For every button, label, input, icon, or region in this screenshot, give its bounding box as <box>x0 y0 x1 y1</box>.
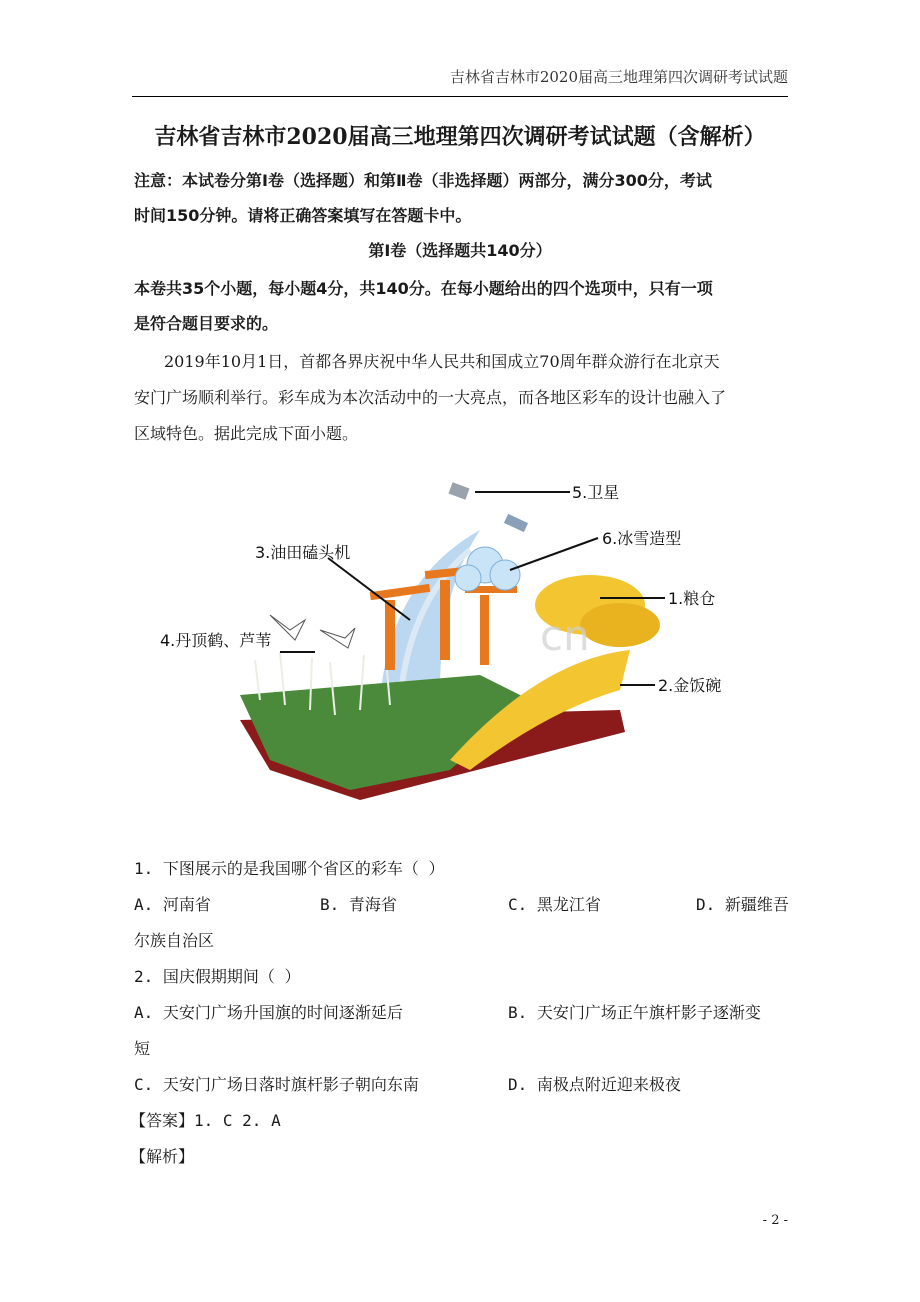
document-title: 吉林省吉林市2020届高三地理第四次调研考试试题（含解析） <box>154 124 766 150</box>
passage-line-2: 安门广场顺利举行。彩车成为本次活动中的一大亮点，而各地区彩车的设计也融入了 <box>134 388 727 407</box>
analysis-heading: 【解析】 <box>130 1147 195 1166</box>
notice-line-2: 时间150分钟。请将正确答案填写在答题卡中。 <box>134 206 472 225</box>
label-granary: 1.粮仓 <box>668 589 716 608</box>
q2-option-b-wrap: 短 <box>134 1039 151 1058</box>
q1-option-a: A. 河南省 <box>134 895 211 914</box>
label-satellite: 5.卫星 <box>572 483 620 502</box>
passage-line-3: 区域特色。据此完成下面小题。 <box>134 424 359 443</box>
q1-option-c: C. 黑龙江省 <box>508 895 601 914</box>
section-heading: 第Ⅰ卷（选择题共140分） <box>368 241 552 260</box>
q2-option-c: C. 天安门广场日落时旗杆影子朝向东南 <box>134 1075 419 1094</box>
running-header: 吉林省吉林市2020届高三地理第四次调研考试试题 <box>449 68 788 86</box>
notice-line-1: 注意：本试卷分第Ⅰ卷（选择题）和第Ⅱ卷（非选择题）两部分，满分300分，考试 <box>134 171 712 190</box>
parade-float-figure <box>150 470 750 810</box>
page-number: - 2 - <box>762 1213 788 1228</box>
section-instructions-1: 本卷共35个小题，每小题4分，共140分。在每小题给出的四个选项中，只有一项 <box>134 279 713 298</box>
crane-birds <box>270 615 355 648</box>
q2-option-b: B. 天安门广场正午旗杆影子逐渐变 <box>508 1003 761 1022</box>
q1-option-b: B. 青海省 <box>320 895 397 914</box>
label-crane-reed: 4.丹顶鹤、芦苇 <box>160 631 272 650</box>
label-golden-bowl: 2.金饭碗 <box>658 676 722 695</box>
satellite-icon <box>448 482 528 532</box>
passage-line-1: 2019年10月1日，首都各界庆祝中华人民共和国成立70周年群众游行在北京天 <box>164 352 720 371</box>
q1-option-d-wrap: 尔族自治区 <box>134 931 215 950</box>
q2-option-a: A. 天安门广场升国旗的时间逐渐延后 <box>134 1003 403 1022</box>
q1-option-d: D. 新疆维吾 <box>696 895 789 914</box>
question-1-stem: 1. 下图展示的是我国哪个省区的彩车（ ） <box>134 859 445 878</box>
section-instructions-2: 是符合题目要求的。 <box>134 314 279 333</box>
header-rule <box>132 96 788 97</box>
label-ice-snow: 6.冰雪造型 <box>602 529 682 548</box>
question-2-stem: 2. 国庆假期期间（ ） <box>134 967 301 986</box>
answer-line: 【答案】1. C 2. A <box>130 1111 281 1130</box>
watermark: cn <box>540 611 590 660</box>
q2-option-d: D. 南极点附近迎来极夜 <box>508 1075 681 1094</box>
label-pump-jack: 3.油田磕头机 <box>255 543 351 562</box>
